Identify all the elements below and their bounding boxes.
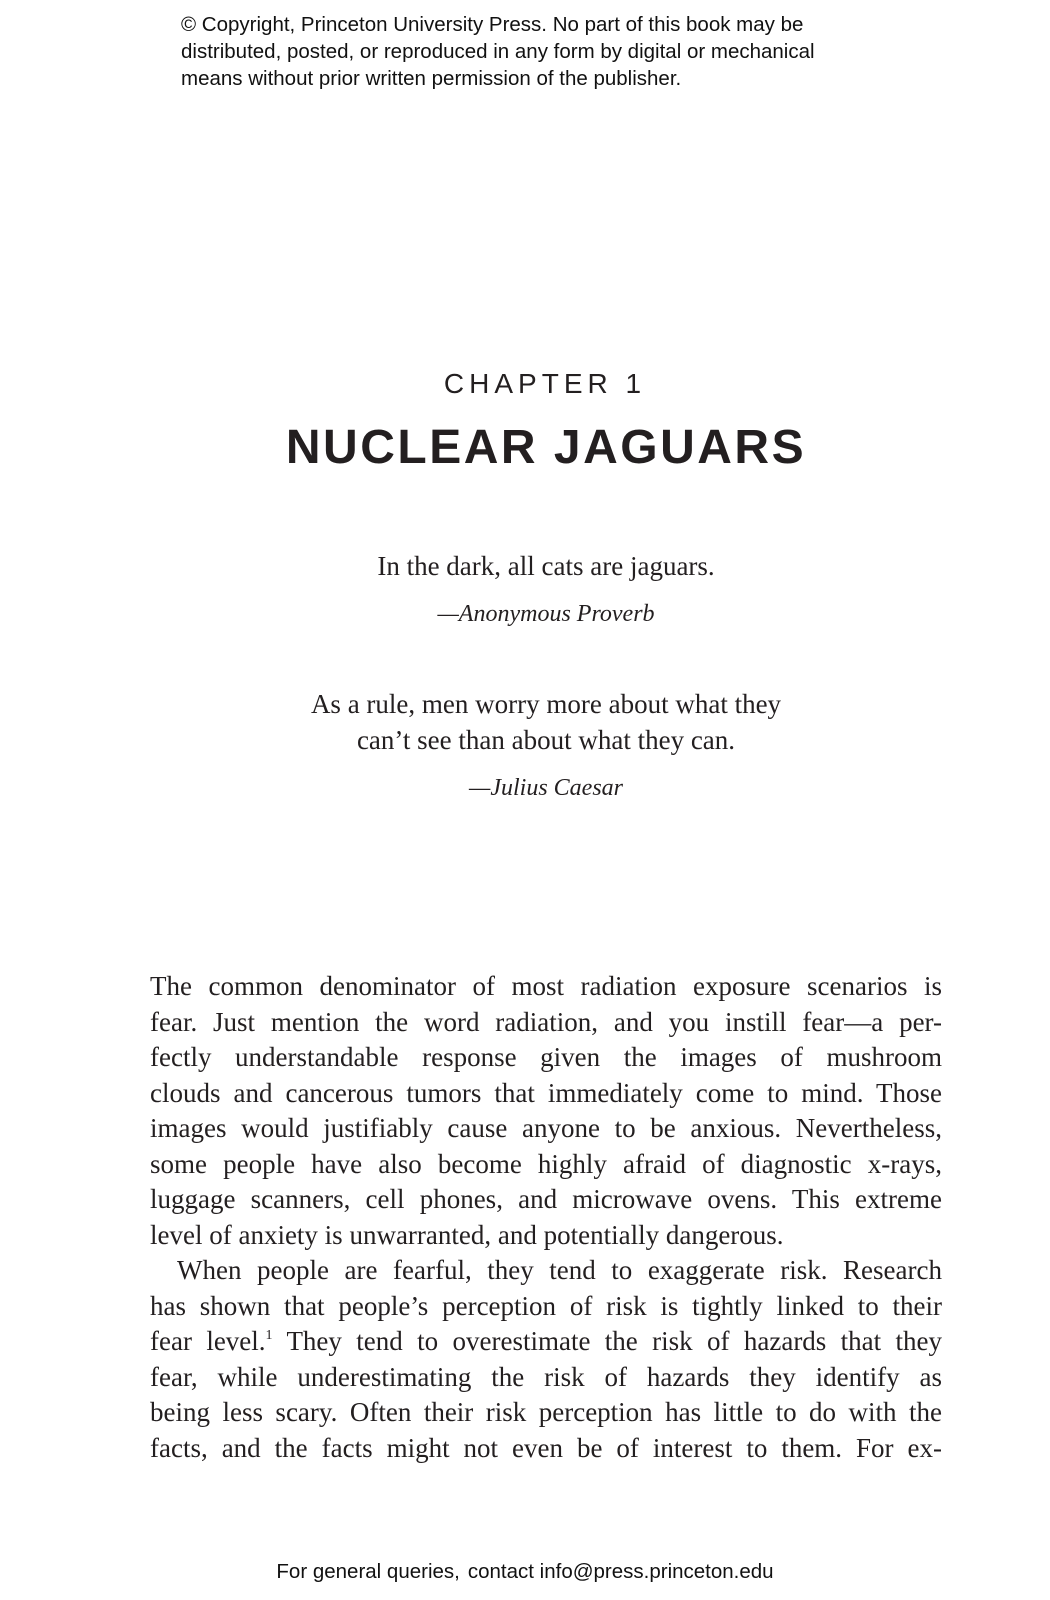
epigraph-attribution: —Julius Caesar bbox=[468, 775, 623, 801]
text-line: clouds and cancerous tumors that immediately come to mind. Those bbox=[150, 1077, 942, 1108]
footer-contact bbox=[0, 1560, 1050, 1584]
copyright-line: distributed, posted, or reproduced in any form by digital or mechanical bbox=[181, 40, 815, 63]
paragraph bbox=[150, 1253, 942, 1466]
text-line: facts, and the facts might not even be of interest to them. For ex- bbox=[150, 1432, 942, 1463]
text-line: fear, while underestimating the risk of hazards they identify as bbox=[150, 1361, 942, 1392]
text-line bbox=[150, 1324, 942, 1360]
chapter-title: NUCLEAR JAGUARS bbox=[285, 421, 807, 474]
text-line: images would justifiably cause anyone to be anxious. Nevertheless, bbox=[150, 1113, 942, 1143]
text-line: level of anxiety is unwarranted, and potentially dangerous. bbox=[150, 1219, 784, 1250]
epigraph-quote bbox=[0, 548, 1050, 584]
copyright-line: © Copyright, Princeton University Press. No part of this book may be bbox=[181, 13, 804, 36]
epigraph-quote-line: can’t see than about what they can. bbox=[356, 725, 736, 755]
epigraph bbox=[0, 548, 1050, 628]
epigraph-quote-line: In the dark, all cats are jaguars. bbox=[377, 551, 715, 581]
paragraph bbox=[150, 969, 942, 1253]
copyright-line: means without prior written permission of the publisher. bbox=[181, 67, 682, 90]
copyright-notice bbox=[181, 11, 901, 92]
epigraph-quote bbox=[0, 686, 1050, 758]
text-line: being less scary. Often their risk perception has little to do with the bbox=[150, 1397, 942, 1427]
epigraph bbox=[0, 686, 1050, 802]
text-fragment: fear level. bbox=[150, 1326, 266, 1356]
text-line: luggage scanners, cell phones, and microwave ovens. This extreme bbox=[150, 1184, 942, 1214]
chapter-label: CHAPTER 1 bbox=[443, 368, 647, 399]
footer-email[interactable]: contact info@press.princeton.edu bbox=[467, 1560, 774, 1583]
footer-label: For general queries, bbox=[276, 1560, 460, 1583]
text-line: fectly understandable response given the images of mushroom bbox=[150, 1042, 942, 1072]
body-text bbox=[150, 969, 942, 1466]
text-line: fear. Just mention the word radiation, and you instill fear—a per- bbox=[150, 1006, 942, 1037]
text-line: The common denominator of most radiation exposure scenarios is bbox=[150, 971, 942, 1001]
text-line: has shown that people’s perception of risk is tightly linked to their bbox=[150, 1290, 942, 1321]
text-fragment: They tend to overestimate the risk of hazards that they bbox=[286, 1326, 943, 1356]
epigraph-quote-line: As a rule, men worry more about what they bbox=[310, 689, 782, 719]
text-line: some people have also become highly afraid of diagnostic x-rays, bbox=[150, 1148, 942, 1179]
epigraph-attribution: —Anonymous Proverb bbox=[437, 601, 655, 627]
text-line: When people are fearful, they tend to exaggerate risk. Research bbox=[177, 1255, 942, 1285]
footnote-marker[interactable]: 1 bbox=[265, 1328, 273, 1343]
